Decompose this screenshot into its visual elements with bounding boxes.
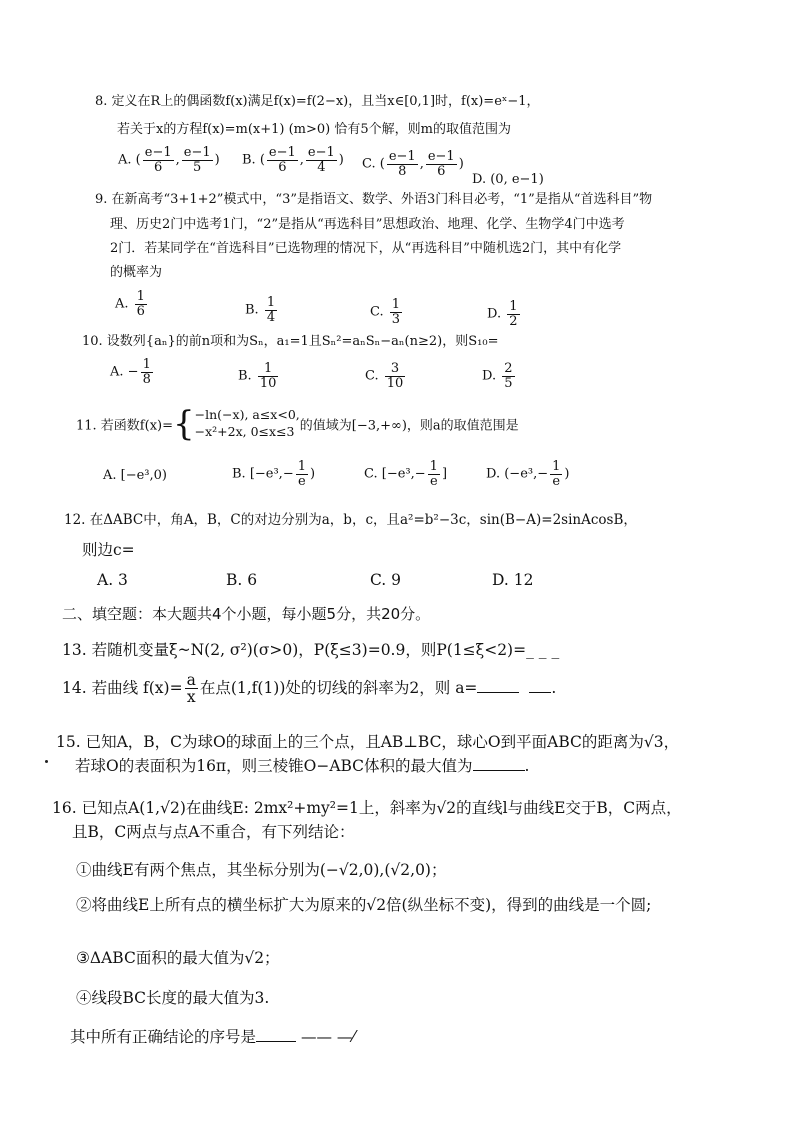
answer-blank[interactable]: [256, 1041, 296, 1042]
q8-option-b: B. ( $\frac{e-1}{6}$ , $\frac{e-1}{4}$ ): [242, 145, 344, 175]
piece-definition: −ln(−x), a≤x<0, −x²+2x, 0≤x≤3: [194, 407, 300, 439]
section-heading: 二、填空题：本大题共4个小题，每小题5分，共20分。: [62, 605, 431, 623]
fraction: $\frac{1}{e}$: [297, 459, 306, 489]
fraction: $\frac{1}{e}$: [429, 459, 438, 489]
q9-line2: 理、历史2门中选考1门，“2”是指从“再选科目”思想政治、地理、化学、生物学4门中选考: [110, 217, 625, 232]
q12-line1: 12. 在ΔABC中，角A，B，C的对边分别为a，b，c，且a²=b²−3c，sin(B−A)=2sinAcosB，: [64, 512, 637, 528]
fraction: $\frac{2}{5}$: [504, 361, 513, 391]
q11-option-d: D. (−e³,− $\frac{1}{e}$ ): [486, 459, 570, 489]
q9-option-a: A. $\frac{1}{6}$: [115, 289, 145, 319]
q16-statement-4: ④线段BC长度的最大值为3.: [76, 989, 270, 1007]
q9-line3: 2门．若某同学在“首选科目”已选物理的情况下，从“再选科目”中随机选2门，其中有化学: [110, 241, 622, 256]
fraction: $\frac{1}{2}$: [509, 299, 518, 329]
q14-line: 14. 若曲线 f(x)= $\frac{a}{x}$ 在点(1,f(1))处的切线的斜率为2，则 a= .: [62, 671, 557, 707]
fraction: $\frac{1}{6}$: [136, 289, 145, 319]
q12-option-b: B. 6: [226, 571, 258, 589]
q10-option-c: C. $\frac{3}{10}$: [365, 361, 404, 391]
fraction: $\frac{e-1}{5}$: [183, 145, 211, 175]
q11-option-a: A. [−e³,0): [103, 468, 167, 483]
q10-line1: 10. 设数列{aₙ}的前n项和为Sₙ，a₁=1且Sₙ²=aₙSₙ−aₙ(n≥2)，则S₁₀=: [82, 334, 499, 349]
fraction: $\frac{e-1}{8}$: [388, 149, 416, 179]
q12-line2: 则边c=: [82, 541, 135, 559]
fraction: $\frac{e-1}{4}$: [307, 145, 335, 175]
q16-statement-2: ②将曲线E上所有点的横坐标扩大为原来的√2倍(纵坐标不变)，得到的曲线是一个圆;: [76, 896, 652, 914]
fraction: $\frac{1}{4}$: [266, 295, 276, 325]
fraction: $\frac{e-1}{6}$: [268, 145, 296, 175]
fraction: $\frac{1}{3}$: [391, 297, 401, 327]
q15-line2: 若球O的表面积为16π，则三棱锥O−ABC体积的最大值为 .: [75, 757, 530, 775]
q12-option-d: D. 12: [492, 571, 534, 589]
q16-statement-1: ①曲线E有两个焦点，其坐标分别为(−√2,0),(√2,0)；: [76, 861, 447, 879]
fraction: $\frac{3}{10}$: [386, 361, 404, 391]
q11-line1: 11. 若函数f(x)={ −ln(−x), a≤x<0, −x²+2x, 0≤x≤3 的值域为[−3,+∞)，则a的取值范围是: [76, 404, 519, 444]
q9-line1: 9. 在新高考“3+1+2”模式中，“3”是指语文、数学、外语3门科目必考，“1”是指从“首选科目”物: [95, 192, 653, 207]
answer-blank[interactable]: [477, 692, 519, 693]
q8-line2: 若关于x的方程f(x)=m(x+1) (m>0) 恰有5个解，则m的取值范围为: [117, 122, 511, 137]
q16-ask: 其中所有正确结论的序号是 —— —⁄: [70, 1028, 355, 1046]
q15-line1: 15. 已知A，B，C为球O的球面上的三个点，且AB⊥BC，球心O到平面ABC的距离为√3，: [56, 733, 680, 751]
fraction: $\frac{1}{e}$: [552, 459, 561, 489]
scan-speck: [45, 760, 48, 763]
q16-line2: 且B，C两点与点A不重合，有下列结论：: [72, 823, 355, 841]
q8-option-a: A. ( $\frac{e-1}{6}$ , $\frac{e-1}{5}$ ): [118, 145, 220, 175]
q8-option-c: C. ( $\frac{e-1}{8}$ , $\frac{e-1}{6}$ ): [362, 149, 464, 179]
brace-symbol: {: [173, 404, 195, 444]
q9-option-b: B. $\frac{1}{4}$: [245, 295, 276, 325]
q12-option-c: C. 9: [370, 571, 402, 589]
answer-blank[interactable]: [473, 770, 525, 771]
answer-blank[interactable]: [529, 692, 551, 693]
q16-statement-3: ③ΔABC面积的最大值为√2；: [76, 949, 280, 967]
q12-option-a: A. 3: [97, 571, 128, 589]
q10-option-b: B. $\frac{1}{10}$: [238, 361, 277, 391]
q11-option-c: C. [−e³,− $\frac{1}{e}$ ]: [364, 459, 448, 489]
q8-line1: 8. 定义在R上的偶函数f(x)满足f(x)=f(2−x)，且当x∈[0,1]时，f(x)=eˣ−1，: [95, 94, 540, 109]
q9-option-c: C. $\frac{1}{3}$: [370, 297, 401, 327]
q16-line1: 16. 已知点A(1,√2)在曲线E: 2mx²+my²=1上，斜率为√2的直线l与曲线E交于B，C两点，: [52, 799, 682, 817]
fraction: $\frac{1}{8}$: [142, 357, 151, 387]
q10-option-d: D. $\frac{2}{5}$: [482, 361, 513, 391]
q13-line: 13. 若随机变量ξ~N(2, σ²)(σ>0)，P(ξ≤3)=0.9，则P(1≤ξ<2)=_ _ _: [62, 641, 560, 659]
q8-option-d: D. (0, e−1): [472, 172, 544, 187]
fraction: $\frac{1}{10}$: [259, 361, 277, 391]
q9-line4: 的概率为: [110, 265, 163, 280]
q9-option-d: D. $\frac{1}{2}$: [487, 299, 518, 329]
fraction: $\frac{a}{x}$: [186, 671, 196, 707]
fraction: $\frac{e-1}{6}$: [427, 149, 455, 179]
q10-option-a: A. − $\frac{1}{8}$: [110, 357, 151, 387]
fraction: $\frac{e-1}{6}$: [144, 145, 172, 175]
q11-option-b: B. [−e³,− $\frac{1}{e}$ ): [232, 459, 316, 489]
